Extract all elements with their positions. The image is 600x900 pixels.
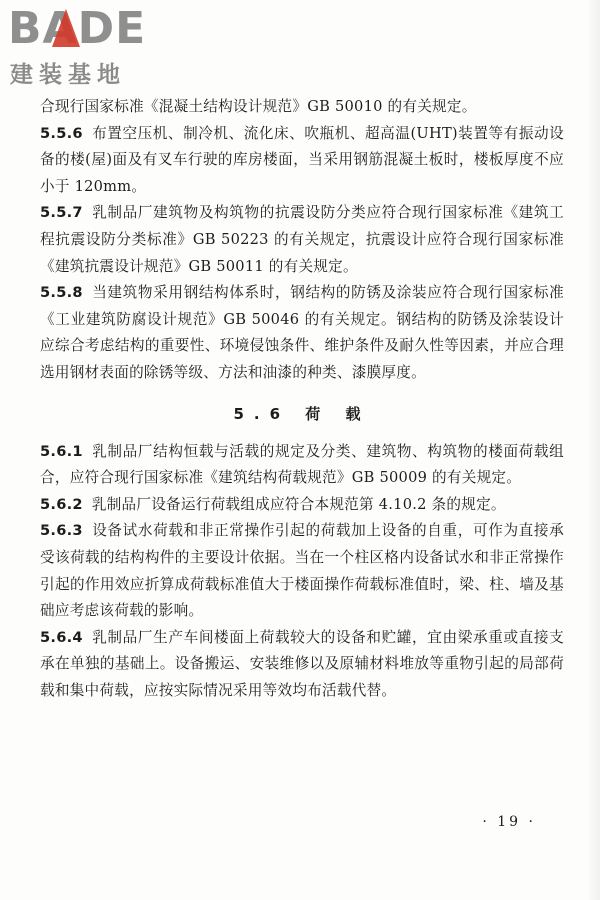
clause-text: 设备试水荷载和非正常操作引起的荷载加上设备的自重，可作为直接承受该荷载的结构构件的主要设计依据。当在一个柱区格内设备试水和非正常操作引起的作用效应折算成荷载标准值大于楼面操作荷载标准值时，梁、柱、墙及基础应考虑该荷载的影响。: [40, 522, 564, 620]
watermark-brand: BADE: [8, 3, 147, 54]
clause-number: 5.6.2: [40, 495, 83, 513]
clause-5-6-2: [40, 492, 564, 519]
page-number: · 19 ·: [482, 814, 536, 830]
clause-5-5-6: [40, 121, 564, 201]
clause-number: 5.5.8: [40, 284, 83, 302]
clause-text: 乳制品厂结构恒载与活载的规定及分类、建筑物、构筑物的楼面荷载组合，应符合现行国家标准《建筑结构荷载规范》GB 50009 的有关规定。: [40, 442, 564, 487]
clause-number: 5.6.1: [40, 442, 83, 460]
clause-number: 5.5.6: [40, 124, 83, 142]
clause-number: 5.5.7: [40, 204, 83, 222]
clause-text: 布置空压机、制冷机、流化床、吹瓶机、超高温(UHT)装置等有振动设备的楼(屋)面及有叉车行驶的库房楼面，当采用钢筋混凝土板时，楼板厚度不应小于 120mm。: [40, 124, 564, 195]
clause-5-6-4: [40, 625, 564, 705]
document-body: [40, 94, 564, 704]
clause-5-5-7: [40, 200, 564, 280]
clause-5-6-3: [40, 518, 564, 624]
bade-watermark-logo: [8, 3, 178, 88]
clause-list-5-5: [40, 121, 564, 387]
clause-text: 乳制品厂建筑物及构筑物的抗震设防分类应符合现行国家标准《建筑工程抗震设防分类标准》GB 50223 的有关规定，抗震设计应符合现行国家标准《建筑抗震设计规范》GB 50011 的有关规定。: [40, 204, 564, 275]
lead-paragraph: 合现行国家标准《混凝土结构设计规范》GB 50010 的有关规定。: [40, 98, 477, 115]
clause-list-5-6: [40, 439, 564, 705]
clause-text: 当建筑物采用钢结构体系时，钢结构的防锈及涂装应符合现行国家标准《工业建筑防腐设计规范》GB 50046 的有关规定。钢结构的防锈及涂装设计应综合考虑结构的重要性、环境侵蚀条件、维护条件及耐久性等因素，并应合理选用钢材表面的除锈等级、方法和油漆的种类、漆膜厚度。: [40, 284, 564, 381]
page-edge-shadow: [586, 0, 600, 900]
watermark-red-triangle-icon: [52, 9, 80, 47]
clause-text: 乳制品厂生产车间楼面上荷载较大的设备和贮罐，宜由梁承重或直接支承在单独的基础上。设备搬运、安装维修以及原辅材料堆放等重物引起的局部荷载和集中荷载，应按实际情况采用等效均布活载代替。: [40, 628, 564, 699]
clause-number: 5.6.4: [40, 628, 83, 646]
clause-5-5-8: [40, 280, 564, 386]
watermark-subtitle: 建装基地: [10, 62, 126, 88]
clause-number: 5.6.3: [40, 522, 83, 540]
clause-5-6-1: [40, 439, 564, 492]
section-title: 5.6 荷 载: [233, 404, 371, 423]
clause-text: 乳制品厂设备运行荷载组成应符合本规范第 4.10.2 条的规定。: [91, 495, 506, 513]
